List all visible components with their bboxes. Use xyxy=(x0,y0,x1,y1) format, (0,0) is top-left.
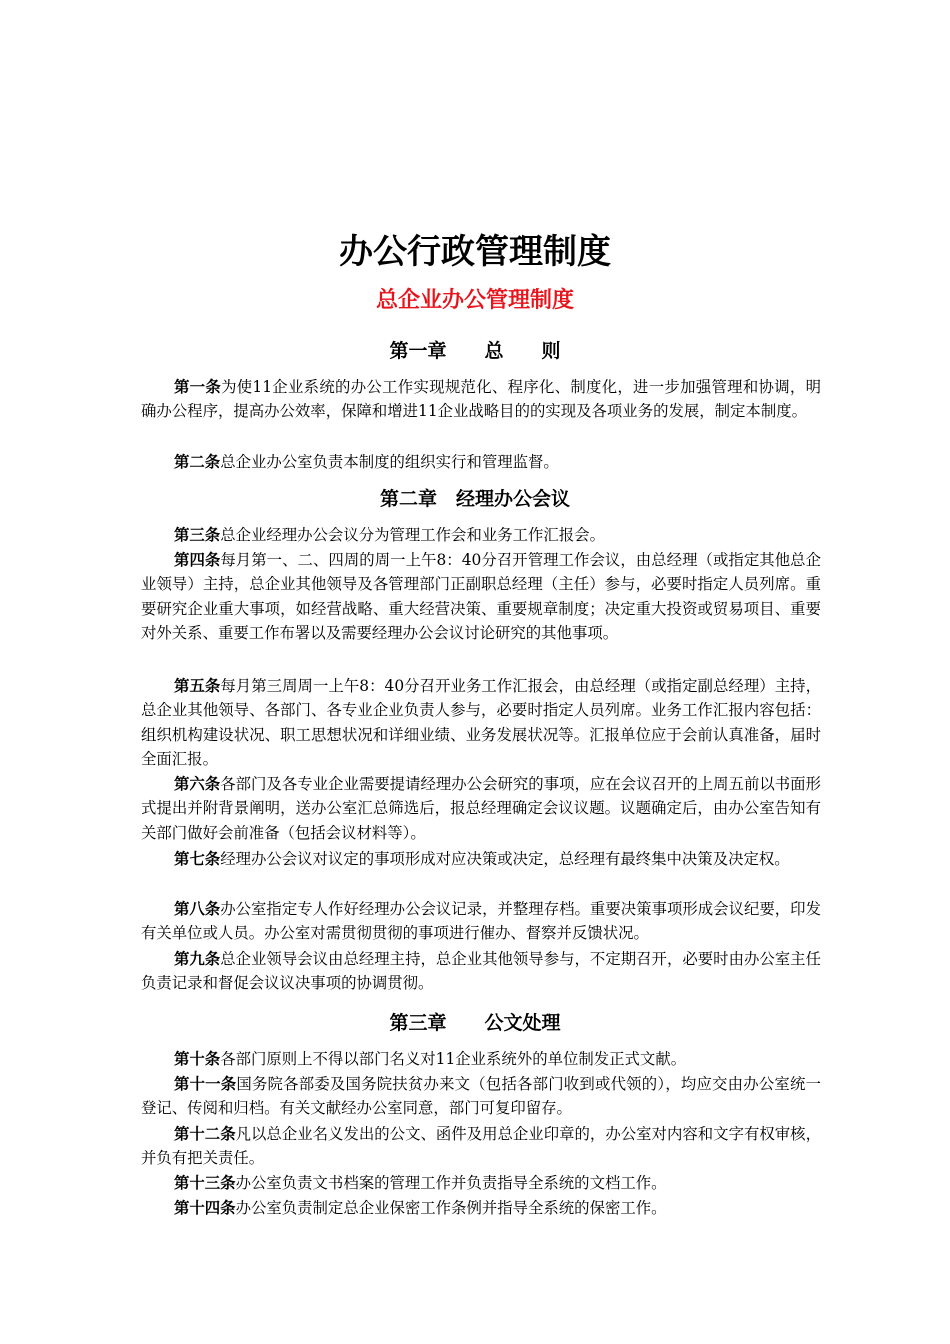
document-title: 办公行政管理制度 xyxy=(339,232,611,272)
chapter-heading-1: 第一章 总 则 xyxy=(389,340,561,362)
article-text: 总企业领导会议由总经理主持，总企业其他领导参与，不定期召开，必要时由办公室主任负责记录和督促会议议决事项的协调贯彻。 xyxy=(141,950,821,993)
article-label: 第十三条 xyxy=(174,1174,236,1192)
article-label: 第七条 xyxy=(174,850,221,868)
article-4 xyxy=(141,548,821,646)
article-text: 经理办公会议对议定的事项形成对应决策或决定，总经理有最终集中决策及决定权。 xyxy=(220,850,790,868)
article-label: 第五条 xyxy=(174,677,221,695)
article-14 xyxy=(141,1196,821,1220)
article-label: 第一条 xyxy=(174,378,222,396)
article-8 xyxy=(141,897,821,946)
chapter-heading-3: 第三章 公文处理 xyxy=(389,1012,561,1034)
article-text: 各部门及各专业企业需要提请经理办公会研究的事项，应在会议召开的上周五前以书面形式提出并附背景阐明，送办公室汇总筛选后，报总经理确定会议议题。议题确定后，由办公室告知有关部门做好会前准备（包括会议材料等）。 xyxy=(141,775,821,842)
article-7 xyxy=(141,847,821,871)
article-text: 各部门原则上不得以部门名义对11企业系统外的单位制发正式文献。 xyxy=(220,1050,687,1068)
article-label: 第十一条 xyxy=(174,1075,237,1093)
article-text: 办公室指定专人作好经理办公会议记录，并整理存档。重要决策事项形成会议纪要，印发有关单位或人员。办公室对需贯彻贯彻的事项进行催办、督察并反馈状况。 xyxy=(141,900,821,943)
article-text: 总企业办公室负责本制度的组织实行和管理监督。 xyxy=(220,453,559,471)
article-9 xyxy=(141,947,821,996)
article-6 xyxy=(141,772,821,845)
article-label: 第二条 xyxy=(174,453,221,471)
article-10 xyxy=(141,1047,821,1071)
article-label: 第十条 xyxy=(174,1050,221,1068)
article-11 xyxy=(141,1072,821,1121)
article-3 xyxy=(141,523,821,547)
article-label: 第六条 xyxy=(174,775,221,793)
article-text: 办公室负责文书档案的管理工作并负责指导全系统的文档工作。 xyxy=(235,1174,667,1192)
chapter-heading-2: 第二章 经理办公会议 xyxy=(379,488,570,510)
article-text: 凡以总企业名义发出的公文、函件及用总企业印章的，办公室对内容和文字有权审核，并负有把关责任。 xyxy=(141,1125,821,1168)
article-label: 第四条 xyxy=(174,551,221,569)
article-label: 第八条 xyxy=(174,900,221,918)
article-text: 办公室负责制定总企业保密工作条例并指导全系统的保密工作。 xyxy=(235,1199,667,1217)
article-label: 第九条 xyxy=(174,950,221,968)
article-text: 每月第三周周一上午8：40分召开业务工作汇报会，由总经理（或指定副总经理）主持，总企业其他领导、各部门、各专业企业负责人参与，必要时指定人员列席。业务工作汇报内容包括：组织机构建设状况、职工思想状况和详细业绩、业务发展状况等。汇报单位应于会前认真准备，届时全面汇报。 xyxy=(141,677,821,769)
article-text: 每月第一、二、四周的周一上午8：40分召开管理工作会议，由总经理（或指定其他总企业领导）主持，总企业其他领导及各管理部门正副职总经理（主任）参与，必要时指定人员列席。重要研究企业重大事项，如经营战略、重大经营决策、重要规章制度；决定重大投资或贸易项目、重要对外关系、重要工作布署以及需要经理办公会议讨论研究的其他事项。 xyxy=(141,551,821,643)
article-label: 第三条 xyxy=(174,526,221,544)
article-text: 为使11企业系统的办公工作实现规范化、程序化、制度化，进一步加强管理和协调，明确办公程序，提高办公效率，保障和增进11企业战略目的的实现及各项业务的发展，制定本制度。 xyxy=(141,378,821,421)
article-label: 第十四条 xyxy=(174,1199,236,1217)
article-5 xyxy=(141,674,821,772)
article-13 xyxy=(141,1171,821,1195)
article-text: 国务院各部委及国务院扶贫办来文（包括各部门收到或代领的），均应交由办公室统一登记、传阅和归档。有关文献经办公室同意，部门可复印留存。 xyxy=(141,1075,821,1118)
article-2 xyxy=(141,450,821,474)
article-12 xyxy=(141,1122,821,1171)
document-subtitle: 总企业办公管理制度 xyxy=(375,288,574,313)
article-1 xyxy=(141,375,821,424)
article-label: 第十二条 xyxy=(174,1125,236,1143)
article-text: 总企业经理办公会议分为管理工作会和业务工作汇报会。 xyxy=(220,526,605,544)
